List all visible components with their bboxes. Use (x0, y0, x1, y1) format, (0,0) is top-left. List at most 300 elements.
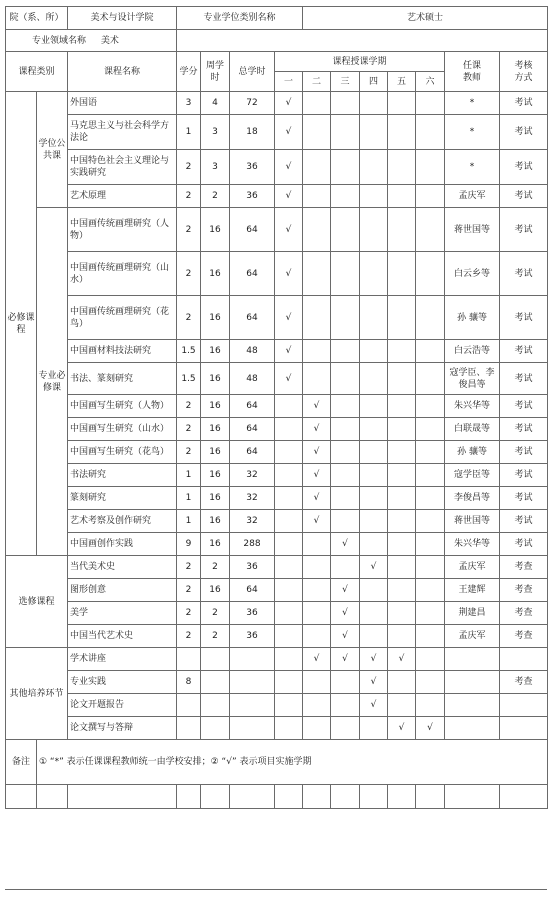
term-3-mark (331, 510, 360, 533)
term-5-mark (388, 92, 416, 115)
term-4-mark: √ (360, 556, 388, 579)
course-name: 中国特色社会主义理论与实践研究 (68, 150, 177, 185)
term-5-mark (388, 625, 416, 648)
course-total-hours: 36 (230, 185, 275, 208)
term-1-mark (275, 487, 303, 510)
course-weekly-hours: 16 (201, 363, 230, 395)
term-1-mark (275, 418, 303, 441)
term-4-mark (360, 602, 388, 625)
course-name: 论文撰写与答辩 (68, 717, 177, 740)
course-credit: 2 (177, 441, 201, 464)
course-exam-method: 考试 (500, 487, 548, 510)
group-major-required: 专业必修课 (37, 208, 68, 556)
term-4-mark (360, 296, 388, 340)
term-2-mark (303, 208, 331, 252)
course-weekly-hours: 16 (201, 441, 230, 464)
blank-row (6, 785, 548, 809)
course-exam-method: 考查 (500, 579, 548, 602)
term-1-mark: √ (275, 296, 303, 340)
course-total-hours: 48 (230, 340, 275, 363)
course-exam-method: 考试 (500, 150, 548, 185)
term-4-mark (360, 92, 388, 115)
course-row (6, 694, 548, 717)
term-2-mark: √ (303, 487, 331, 510)
term-5-mark (388, 363, 416, 395)
term-2-mark: √ (303, 510, 331, 533)
term-4-mark: √ (360, 671, 388, 694)
course-name: 艺术原理 (68, 185, 177, 208)
course-exam-method: 考试 (500, 92, 548, 115)
course-total-hours: 64 (230, 441, 275, 464)
term-6-mark (416, 648, 445, 671)
course-row (6, 533, 548, 556)
blank-cell (416, 785, 445, 809)
term-5-mark (388, 464, 416, 487)
course-exam-method (500, 717, 548, 740)
course-exam-method: 考试 (500, 464, 548, 487)
term-6-mark (416, 487, 445, 510)
course-row (6, 395, 548, 418)
col-term-1: 一 (275, 72, 303, 92)
header-row-department (6, 7, 548, 30)
term-3-mark: √ (331, 648, 360, 671)
course-total-hours: 64 (230, 579, 275, 602)
group-elective-courses: 选修课程 (6, 556, 68, 648)
term-3-mark (331, 395, 360, 418)
course-name: 专业实践 (68, 671, 177, 694)
term-3-mark (331, 296, 360, 340)
term-6-mark (416, 533, 445, 556)
term-2-mark (303, 602, 331, 625)
term-1-mark (275, 602, 303, 625)
col-weekly: 周学时 (201, 52, 230, 92)
course-total-hours (230, 694, 275, 717)
term-5-mark (388, 441, 416, 464)
term-5-mark (388, 252, 416, 296)
course-row (6, 418, 548, 441)
course-name: 美学 (68, 602, 177, 625)
blank-cell (303, 785, 331, 809)
term-1-mark: √ (275, 363, 303, 395)
term-4-mark (360, 115, 388, 150)
col-term-5: 五 (388, 72, 416, 92)
course-row (6, 510, 548, 533)
term-3-mark (331, 185, 360, 208)
term-5-mark (388, 208, 416, 252)
term-3-mark (331, 694, 360, 717)
course-total-hours: 64 (230, 296, 275, 340)
course-teacher: 孟庆军 (445, 185, 500, 208)
term-3-mark (331, 487, 360, 510)
course-weekly-hours: 16 (201, 418, 230, 441)
term-5-mark (388, 602, 416, 625)
column-header-row-1 (6, 52, 548, 72)
course-total-hours: 64 (230, 252, 275, 296)
term-6-mark (416, 92, 445, 115)
course-row (6, 556, 548, 579)
col-exam (500, 52, 548, 92)
blank-cell (331, 785, 360, 809)
term-5-mark (388, 340, 416, 363)
term-1-mark (275, 464, 303, 487)
term-4-mark (360, 363, 388, 395)
course-name: 艺术考察及创作研究 (68, 510, 177, 533)
course-weekly-hours: 16 (201, 487, 230, 510)
course-teacher: 朱兴华等 (445, 533, 500, 556)
term-4-mark (360, 464, 388, 487)
term-1-mark: √ (275, 150, 303, 185)
course-exam-method: 考查 (500, 602, 548, 625)
term-1-mark (275, 717, 303, 740)
term-5-mark (388, 533, 416, 556)
term-2-mark (303, 296, 331, 340)
course-credit: 8 (177, 671, 201, 694)
term-6-mark (416, 150, 445, 185)
course-exam-method (500, 694, 548, 717)
course-weekly-hours (201, 671, 230, 694)
course-name: 中国画传统画理研究（花鸟） (68, 296, 177, 340)
term-6-mark (416, 694, 445, 717)
course-exam-method: 考试 (500, 363, 548, 395)
term-5-mark (388, 185, 416, 208)
course-teacher: 白云乡等 (445, 252, 500, 296)
course-name: 中国画写生研究（花鸟） (68, 441, 177, 464)
course-credit: 1.5 (177, 363, 201, 395)
term-4-mark (360, 340, 388, 363)
term-1-mark (275, 510, 303, 533)
course-credit: 2 (177, 556, 201, 579)
term-4-mark (360, 533, 388, 556)
course-name: 图形创意 (68, 579, 177, 602)
course-row (6, 602, 548, 625)
course-exam-method: 考试 (500, 296, 548, 340)
course-total-hours: 32 (230, 464, 275, 487)
term-6-mark (416, 185, 445, 208)
course-row (6, 208, 548, 252)
term-3-mark (331, 441, 360, 464)
degree-value: 艺术硕士 (303, 7, 548, 30)
term-6-mark (416, 441, 445, 464)
course-row (6, 464, 548, 487)
course-total-hours: 32 (230, 487, 275, 510)
term-1-mark (275, 579, 303, 602)
term-1-mark (275, 625, 303, 648)
term-4-mark (360, 441, 388, 464)
term-1-mark: √ (275, 340, 303, 363)
col-semester: 课程授课学期 (275, 52, 445, 72)
course-total-hours: 18 (230, 115, 275, 150)
term-1-mark (275, 648, 303, 671)
course-total-hours: 48 (230, 363, 275, 395)
term-4-mark (360, 510, 388, 533)
term-6-mark (416, 464, 445, 487)
course-total-hours: 36 (230, 150, 275, 185)
course-credit: 2 (177, 395, 201, 418)
term-3-mark (331, 150, 360, 185)
blank-cell (177, 785, 201, 809)
term-4-mark (360, 185, 388, 208)
blank-cell (6, 785, 37, 809)
course-teacher: 王建辉 (445, 579, 500, 602)
course-weekly-hours: 2 (201, 625, 230, 648)
term-3-mark (331, 418, 360, 441)
term-6-mark (416, 363, 445, 395)
course-name: 中国画传统画理研究（山水） (68, 252, 177, 296)
course-total-hours: 36 (230, 625, 275, 648)
term-5-mark (388, 579, 416, 602)
field-empty (177, 30, 548, 52)
col-category: 课程类别 (6, 52, 68, 92)
course-weekly-hours: 16 (201, 579, 230, 602)
course-teacher (445, 694, 500, 717)
term-2-mark (303, 92, 331, 115)
term-2-mark (303, 533, 331, 556)
course-weekly-hours: 4 (201, 92, 230, 115)
course-weekly-hours: 2 (201, 602, 230, 625)
course-exam-method: 考试 (500, 208, 548, 252)
course-name: 论文开题报告 (68, 694, 177, 717)
col-credit: 学分 (177, 52, 201, 92)
course-exam-method: 考查 (500, 625, 548, 648)
course-name: 中国画传统画理研究（人物） (68, 208, 177, 252)
term-4-mark (360, 208, 388, 252)
course-credit: 2 (177, 625, 201, 648)
course-teacher: * (445, 150, 500, 185)
term-1-mark (275, 441, 303, 464)
term-2-mark (303, 185, 331, 208)
course-credit: 2 (177, 418, 201, 441)
course-credit: 1 (177, 487, 201, 510)
course-total-hours (230, 717, 275, 740)
term-2-mark (303, 625, 331, 648)
term-3-mark (331, 252, 360, 296)
term-1-mark (275, 395, 303, 418)
course-weekly-hours (201, 717, 230, 740)
course-row (6, 671, 548, 694)
col-total: 总学时 (230, 52, 275, 92)
term-4-mark (360, 418, 388, 441)
col-term-6: 六 (416, 72, 445, 92)
course-credit (177, 648, 201, 671)
course-exam-method: 考试 (500, 252, 548, 296)
blank-cell (68, 785, 177, 809)
course-teacher: 白云浩等 (445, 340, 500, 363)
term-4-mark (360, 487, 388, 510)
col-teacher-line1: 任课 (463, 60, 482, 71)
term-4-mark: √ (360, 648, 388, 671)
term-1-mark (275, 556, 303, 579)
course-row (6, 625, 548, 648)
term-6-mark (416, 579, 445, 602)
term-3-mark (331, 115, 360, 150)
course-credit: 1 (177, 115, 201, 150)
term-3-mark: √ (331, 533, 360, 556)
blank-cell (201, 785, 230, 809)
course-teacher: 孟庆军 (445, 556, 500, 579)
term-3-mark (331, 671, 360, 694)
course-weekly-hours: 16 (201, 340, 230, 363)
term-3-mark (331, 340, 360, 363)
term-4-mark (360, 395, 388, 418)
remark-row (6, 740, 548, 785)
course-credit: 2 (177, 579, 201, 602)
term-4-mark (360, 252, 388, 296)
course-row (6, 185, 548, 208)
term-5-mark (388, 510, 416, 533)
term-6-mark: √ (416, 717, 445, 740)
dept-value: 美术与设计学院 (68, 7, 177, 30)
dept-label: 院（系、所） (6, 7, 68, 30)
course-row (6, 252, 548, 296)
field-cell (6, 30, 177, 52)
course-total-hours: 32 (230, 510, 275, 533)
course-teacher: 李俊昌等 (445, 487, 500, 510)
term-5-mark (388, 115, 416, 150)
group-other-training: 其他培养环节 (6, 648, 68, 740)
course-name: 书法研究 (68, 464, 177, 487)
term-5-mark (388, 150, 416, 185)
term-4-mark (360, 150, 388, 185)
term-3-mark (331, 208, 360, 252)
course-name: 中国画创作实践 (68, 533, 177, 556)
course-total-hours: 64 (230, 395, 275, 418)
course-credit (177, 717, 201, 740)
course-name: 中国画材料技法研究 (68, 340, 177, 363)
course-credit: 2 (177, 296, 201, 340)
degree-label: 专业学位类别名称 (177, 7, 303, 30)
term-2-mark: √ (303, 418, 331, 441)
term-3-mark (331, 92, 360, 115)
term-1-mark: √ (275, 185, 303, 208)
course-teacher: 寇学臣、李俊昌等 (445, 363, 500, 395)
term-5-mark (388, 487, 416, 510)
term-6-mark (416, 556, 445, 579)
curriculum-table (5, 6, 548, 809)
course-weekly-hours (201, 648, 230, 671)
field-label: 专业领域名称 (32, 35, 87, 46)
term-2-mark (303, 694, 331, 717)
course-teacher (445, 671, 500, 694)
term-3-mark (331, 363, 360, 395)
course-total-hours: 36 (230, 602, 275, 625)
course-exam-method: 考试 (500, 185, 548, 208)
term-6-mark (416, 208, 445, 252)
course-teacher: * (445, 92, 500, 115)
col-term-3: 三 (331, 72, 360, 92)
course-weekly-hours: 16 (201, 510, 230, 533)
curriculum-table-wrapper (5, 6, 547, 809)
col-name: 课程名称 (68, 52, 177, 92)
course-weekly-hours: 16 (201, 464, 230, 487)
course-teacher: 朱兴华等 (445, 395, 500, 418)
course-row (6, 340, 548, 363)
term-6-mark (416, 418, 445, 441)
course-exam-method (500, 648, 548, 671)
term-5-mark (388, 395, 416, 418)
course-name: 中国画写生研究（人物） (68, 395, 177, 418)
term-1-mark (275, 694, 303, 717)
course-weekly-hours: 3 (201, 150, 230, 185)
course-row (6, 92, 548, 115)
course-row (6, 150, 548, 185)
term-3-mark: √ (331, 625, 360, 648)
course-name: 马克思主义与社会科学方法论 (68, 115, 177, 150)
term-5-mark: √ (388, 648, 416, 671)
term-5-mark (388, 694, 416, 717)
term-2-mark: √ (303, 441, 331, 464)
term-1-mark: √ (275, 252, 303, 296)
term-5-mark (388, 296, 416, 340)
course-exam-method: 考试 (500, 340, 548, 363)
course-weekly-hours: 16 (201, 252, 230, 296)
term-4-mark: √ (360, 694, 388, 717)
course-weekly-hours (201, 694, 230, 717)
course-total-hours: 288 (230, 533, 275, 556)
col-exam-line2: 方式 (514, 72, 533, 83)
blank-cell (388, 785, 416, 809)
group-required-courses: 必修课程 (6, 92, 37, 556)
course-row (6, 363, 548, 395)
term-6-mark (416, 510, 445, 533)
course-teacher: 孟庆军 (445, 625, 500, 648)
course-row (6, 441, 548, 464)
course-teacher (445, 648, 500, 671)
col-exam-line1: 考核 (514, 60, 533, 71)
blank-cell (360, 785, 388, 809)
term-2-mark (303, 363, 331, 395)
course-name: 外国语 (68, 92, 177, 115)
course-row (6, 579, 548, 602)
course-weekly-hours: 16 (201, 208, 230, 252)
term-5-mark (388, 418, 416, 441)
course-teacher: 白联晟等 (445, 418, 500, 441)
term-3-mark (331, 717, 360, 740)
group-public-courses: 学位公共课 (37, 92, 68, 208)
course-total-hours: 64 (230, 418, 275, 441)
term-6-mark (416, 395, 445, 418)
term-5-mark (388, 671, 416, 694)
term-2-mark: √ (303, 464, 331, 487)
term-1-mark (275, 533, 303, 556)
course-credit: 3 (177, 92, 201, 115)
course-weekly-hours: 2 (201, 556, 230, 579)
term-6-mark (416, 296, 445, 340)
course-weekly-hours: 16 (201, 395, 230, 418)
course-teacher: 蒋世国等 (445, 208, 500, 252)
remark-text: ① “*” 表示任课课程教师统一由学校安排；② “√” 表示项目实施学期 (37, 740, 548, 785)
term-1-mark (275, 671, 303, 694)
course-exam-method: 考试 (500, 418, 548, 441)
course-credit: 1.5 (177, 340, 201, 363)
term-2-mark (303, 252, 331, 296)
field-value: 美术 (100, 35, 119, 46)
course-credit: 2 (177, 185, 201, 208)
term-2-mark (303, 717, 331, 740)
blank-cell (37, 785, 68, 809)
term-2-mark (303, 115, 331, 150)
course-total-hours (230, 671, 275, 694)
term-4-mark (360, 579, 388, 602)
blank-cell (275, 785, 303, 809)
term-2-mark (303, 340, 331, 363)
term-4-mark (360, 717, 388, 740)
term-6-mark (416, 252, 445, 296)
term-2-mark (303, 579, 331, 602)
course-exam-method: 考查 (500, 556, 548, 579)
course-name: 当代美术史 (68, 556, 177, 579)
course-teacher (445, 717, 500, 740)
course-teacher: 荆建昌 (445, 602, 500, 625)
